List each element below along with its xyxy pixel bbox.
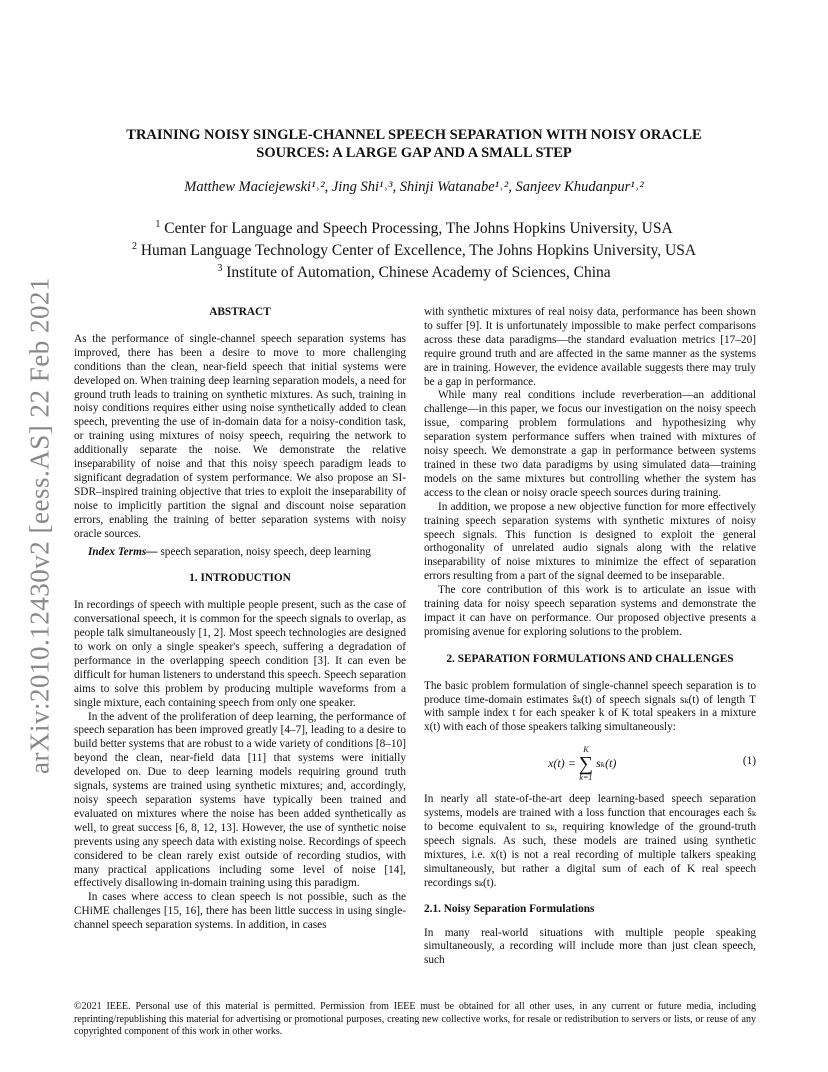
subsection-2-1-heading: 2.1. Noisy Separation Formulations <box>424 902 595 915</box>
affiliation-text: Human Language Technology Center of Excellence, The Johns Hopkins University, USA <box>140 242 697 260</box>
affiliation-2 <box>74 238 754 260</box>
sum-upper-limit: K <box>583 745 589 755</box>
affiliation-text: Center for Language and Speech Processing, The Johns Hopkins University, USA <box>164 220 673 238</box>
affiliation-number: 3 <box>217 263 223 275</box>
intro-paragraph-6: The core contribution of this work is to articulate an issue with training data for noisy speech separation systems and demonstrate the impact it can have on performance. Our proposed objective presents a promising avenue for exploring solutions to the problem. <box>424 584 756 638</box>
left-column <box>74 306 406 933</box>
affiliation-3 <box>74 260 754 282</box>
arxiv-sidebar <box>10 277 70 780</box>
intro-paragraph-5: In addition, we propose a new objective function for more effectively training speech separation systems with synthetic mixtures of noisy speech signals. This function is designed to exploit the general orthogonality of unrelated audio signals along with the relative inseparability of noise mixtures to minimize the effect of separation errors resulting from a part of the signal deemed to be inseparable. <box>424 500 756 583</box>
index-terms <box>74 546 406 560</box>
index-terms-text: speech separation, noisy speech, deep learning <box>157 545 371 558</box>
paper-title <box>74 126 754 162</box>
summation <box>579 745 593 783</box>
index-terms-label: Index Terms— <box>88 545 158 558</box>
affiliation-1 <box>74 216 754 238</box>
section-2-heading: 2. SEPARATION FORMULATIONS AND CHALLENGES <box>446 652 734 665</box>
intro-paragraph-2: In the advent of the proliferation of deep learning, the performance of speech separation has been improved greatly [4–7], leading to a desire to build better systems that are robust to a wide variety of conditions [8–10] beyond the clean, near-field data [11] that systems were initially developed on. Due to deep learning models requiring ground truth signals, systems are trained using synthetic mixtures; and, accordingly, noisy speech separation systems have typically been trained and evaluated on mixtures where the noise has been added synthetically as well, to great success [6, 8, 12, 13]. However, the use of synthetic noise prevents using any speech data with existing noise. Recordings of speech considered to be clean rarely exist outside of recording studios, with many practical applications including some level of noise [14], effectively disallowing in-domain training using this paradigm. <box>74 710 406 890</box>
equation-lhs: x(t) = <box>548 756 579 771</box>
sum-lower-limit: k=1 <box>579 773 593 783</box>
abstract-text: As the performance of single-channel speech separation systems has improved, there has been a desire to move to more challenging conditions than the clean, near-field speech that initial systems were developed on. When training deep learning separation models, a need for ground truth leads to training on synthetic mixtures. As such, training in noisy conditions requires either using noise synthetically added to clean speech, preventing the use of in-domain data for a noisy-condition task, or training using mixtures of noisy speech, requiring the network to additionally separate the noise. We demonstrate the relative inseparability of noise and that this noisy speech paradigm leads to significant degradation of system performance. We also propose an SI-SDR–inspired training objective that tries to exploit the inseparability of noise to implicitly partition the signal and discount noise separation errors, enabling the training of better separation systems with noisy oracle sources. <box>74 332 406 540</box>
affiliation-text: Institute of Automation, Chinese Academy of Sciences, China <box>226 264 611 282</box>
sigma-symbol: ∑ <box>578 753 594 776</box>
affiliation-number: 1 <box>155 219 161 230</box>
abstract-heading: ABSTRACT <box>209 306 271 318</box>
intro-paragraph-4: While many real conditions include reverberation—an additional challenge—in this paper, we focus our investigation on the noisy speech issue, comparing problem formulations and hypothesizing why separation system performance suffers when trained with mixtures of noisy speech. We demonstrate a gap in performance between systems trained in these two data paradigms by using simulated data—training models on the same mixtures but controlling whether the system has access to the clean or noisy oracle speech sources during training. <box>424 389 756 499</box>
title-line-1: TRAINING NOISY SINGLE-CHANNEL SPEECH SEPARATION WITH NOISY ORACLE <box>126 127 702 143</box>
intro-paragraph-3-continued: with synthetic mixtures of real noisy data, performance has been shown to suffer [9]. It is unfortunately impossible to make perfect comparisons across these data paradigms—the standard evaluation metrics [17–20] require ground truth and are affected in the same manner as the systems are in training. However, the evidence available suggests there may truly be a gap in performance. <box>424 306 756 388</box>
section-2-paragraph-1: The basic problem formulation of single-channel speech separation is to produce time-domain estimates ŝₖ(t) of speech signals sₖ(t) of length T with sample index t for each speaker k of K total speakers in a mixture x(t) with each of those speakers talking simultaneously: <box>424 679 756 734</box>
section-2-paragraph-3: In many real-world situations with multiple people speaking simultaneously, a recording will include more than just clean speech, such <box>424 926 756 967</box>
right-column <box>424 306 756 968</box>
equation-body <box>548 745 616 783</box>
introduction-heading: 1. INTRODUCTION <box>189 572 291 585</box>
arxiv-identifier: arXiv:2010.12430v2 [eess.AS] 22 Feb 2021 <box>24 277 55 774</box>
section-2-paragraph-2: In nearly all state-of-the-art deep learning-based speech separation systems, models are trained with a loss function that encourages each ŝₖ to become equivalent to sₖ, requiring knowledge of the ground-truth speech signals. As such, these models are trained using synthetic mixtures, i.e. x(t) is not a real recording of multiple talkers speaking simultaneously, but rather a digital sum of each of K real speech recordings sₖ(t). <box>424 793 756 889</box>
author-list: Matthew Maciejewski¹˒², Jing Shi¹˒³, Shinji Watanabe¹˒², Sanjeev Khudanpur¹˒² <box>184 179 644 195</box>
affiliations <box>74 216 754 282</box>
title-line-2: SOURCES: A LARGE GAP AND A SMALL STEP <box>256 145 572 161</box>
copyright-notice: ©2021 IEEE. Personal use of this material is permitted. Permission from IEEE must be obtained for all other uses, in any current or future media, including reprinting/republishing this material for advertising or promotional purposes, creating new collective works, for resale or redistribution to servers or lists, or reuse of any copyrighted component of this work in other works. <box>74 1001 756 1037</box>
intro-paragraph-3: In cases where access to clean speech is not possible, such as the CHiME challenges [15, 16], there has been little success in using single-channel speech separation systems. In addition, in cases <box>74 891 406 932</box>
affiliation-number: 2 <box>131 241 137 253</box>
equation-number: (1) <box>742 755 756 768</box>
equation-1 <box>424 743 756 783</box>
intro-paragraph-1: In recordings of speech with multiple people present, such as the case of conversational speech, it is common for the speech signals to overlap, as people talk simultaneously [1, 2]. Most speech technologies are designed to work on only a single speaker's speech, suffering a degradation of performance in the overlapping speech condition [3]. It can even be difficult for human listeners to understand this speech. Speech separation aims to solve this problem by producing multiple waveforms from a single mixture, each containing speech from only one speaker. <box>74 599 406 709</box>
equation-rhs: sₖ(t) <box>596 756 617 771</box>
